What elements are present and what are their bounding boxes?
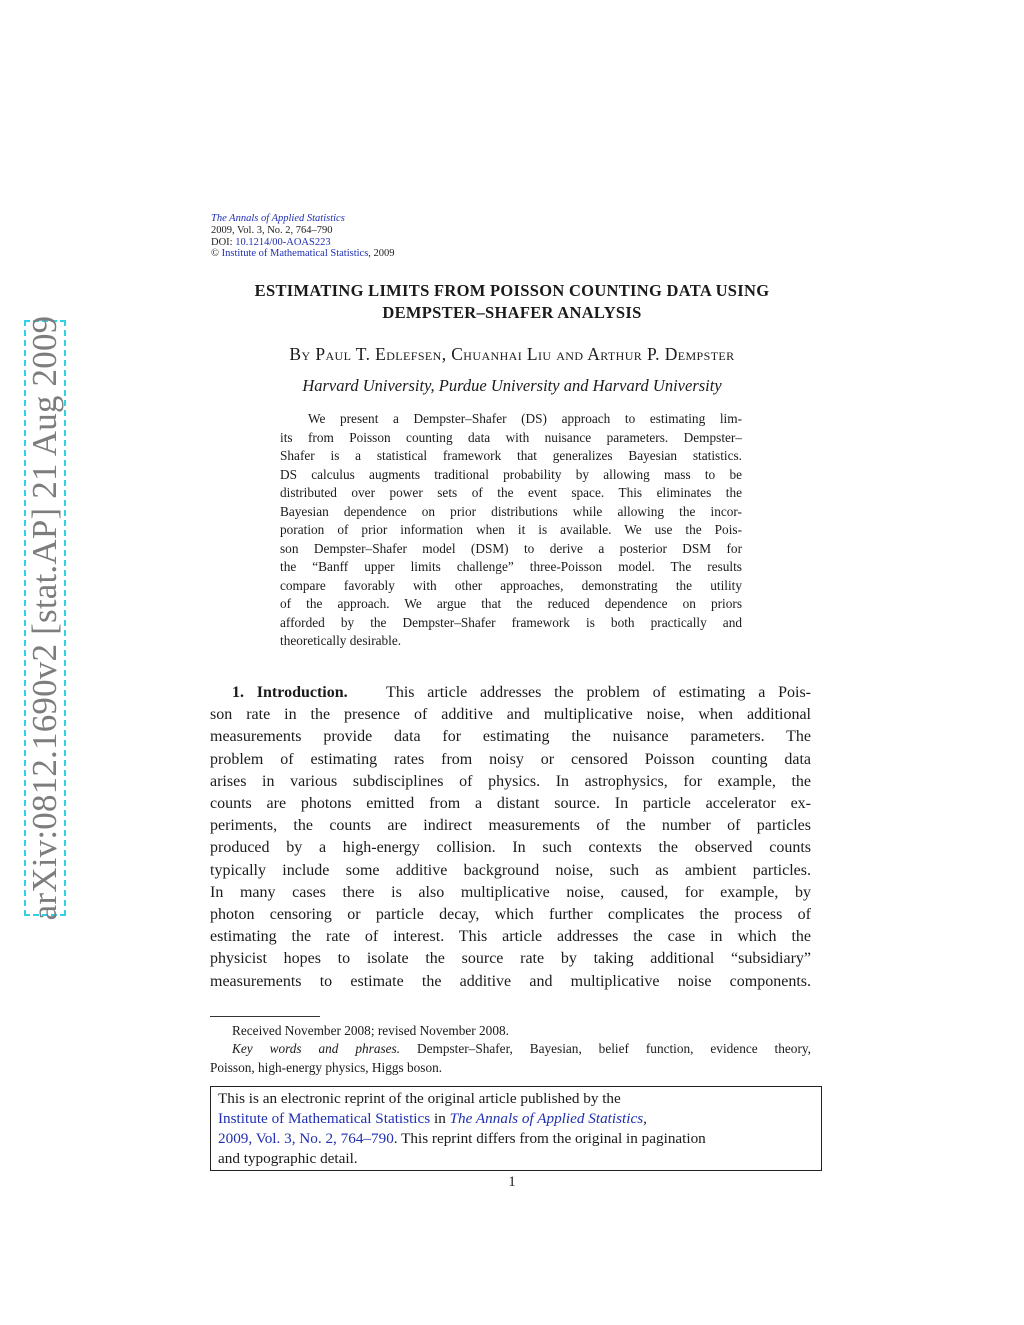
body-line: produced by a high-energy collision. In such contexts the observed counts (210, 839, 811, 857)
intro-first-line (210, 682, 811, 704)
copyright-line (211, 248, 395, 260)
footnotes (210, 1022, 811, 1077)
body-line: typically include some additive background noise, such as ambient particles. (210, 861, 811, 879)
body-line: problem of estimating rates from noisy or censored Poisson counting data (210, 750, 811, 768)
journal-volume: 2009, Vol. 3, No. 2, 764–790 (211, 224, 333, 236)
doi-link[interactable]: 10.1214/00-AOAS223 (235, 236, 331, 248)
title-line-2: DEMPSTER–SHAFER ANALYSIS (382, 303, 642, 322)
body-line: measurements to estimate the additive and multiplicative noise components. (210, 972, 811, 990)
body-line: In many cases there is also multiplicative noise, caused, for example, by (210, 883, 811, 901)
body-line: photon censoring or particle decay, which further complicates the process of (210, 906, 811, 924)
journal-header (211, 213, 395, 260)
body-line: son rate in the presence of additive and multiplicative noise, when additional (210, 706, 811, 724)
arxiv-stamp[interactable] (24, 315, 66, 921)
body-line: counts are photons emitted from a distant source. In particle accelerator ex- (210, 795, 811, 813)
authors: By Paul T. Edlefsen, Chuanhai Liu and Arthur P. Dempster (289, 344, 735, 364)
received-date: Received November 2008; revised November 2008. (232, 1023, 509, 1038)
abstract (280, 410, 742, 651)
introduction-section (210, 682, 811, 993)
journal-name-link[interactable]: The Annals of Applied Statistics (211, 213, 345, 224)
reprint-line (218, 1129, 814, 1149)
keywords-line (210, 1040, 811, 1058)
reprint-notice (210, 1086, 822, 1171)
page-number: 1 (508, 1174, 516, 1190)
body-line: physicist hopes to isolate the source rate by taking additional “subsidiary” (210, 950, 811, 968)
body-line: measurements provide data for estimating the nuisance parameters. The (210, 728, 811, 746)
abstract-line: DS calculus augments traditional probability by allowing mass to be (280, 466, 742, 482)
abstract-line: We present a Dempster–Shafer (DS) approach to estimating lim- (308, 411, 742, 426)
abstract-line: of the approach. We argue that the reduced dependence on priors (280, 596, 742, 611)
doi-line (211, 237, 395, 249)
abstract-line: poration of prior information when it is available. We use the Pois- (280, 522, 742, 537)
reprint-text: in (430, 1110, 450, 1127)
reprint-line (218, 1109, 814, 1129)
footnote-rule (210, 1016, 320, 1017)
body-line: estimating the rate of interest. This article addresses the case in which the (210, 928, 811, 946)
abstract-line: afforded by the Dempster–Shafer framework is both practically and (280, 614, 742, 630)
paper-title (205, 280, 819, 324)
reprint-line: and typographic detail. (218, 1150, 358, 1167)
affiliations: Harvard University, Purdue University and Harvard University (302, 376, 722, 395)
abstract-line: the “Banff upper limits challenge” three-Poisson model. The results (280, 559, 742, 574)
reprint-text: , (643, 1110, 647, 1127)
keywords: Dempster–Shafer, Bayesian, belief function, evidence theory, (400, 1041, 811, 1057)
keywords-continued: Poisson, high-energy physics, Higgs boson. (210, 1059, 443, 1075)
journal-link[interactable]: The Annals of Applied Statistics (449, 1110, 644, 1127)
body-line: arises in various subdisciplines of physics. In astrophysics, for example, the (210, 772, 811, 790)
body-line: periments, the counts are indirect measurements of the number of particles (210, 817, 811, 835)
doi-label: DOI: (211, 236, 236, 248)
publisher-link[interactable]: Institute of Mathematical Statistics (221, 248, 369, 260)
abstract-line: compare favorably with other approaches, demonstrating the utility (280, 577, 742, 593)
citation-link[interactable]: 2009, Vol. 3, No. 2, 764–790 (218, 1130, 394, 1147)
ims-link[interactable]: Institute of Mathematical Statistics (218, 1110, 431, 1127)
abstract-line: its from Poisson counting data with nuisance parameters. Dempster– (280, 429, 742, 445)
keywords-label: Key words and phrases. (232, 1041, 401, 1057)
abstract-line: son Dempster–Shafer model (DSM) to derive a posterior DSM for (280, 540, 742, 556)
abstract-line: theoretically desirable. (280, 633, 402, 648)
arxiv-identifier: arXiv:0812.1690v2 [stat.AP] 21 Aug 2009 (25, 315, 64, 921)
reprint-line: This is an electronic reprint of the original article published by the (218, 1090, 621, 1107)
abstract-line: Bayesian dependence on prior distributions while allowing the incor- (280, 503, 742, 519)
section-heading: 1. Introduction. (232, 684, 348, 701)
copyright-year: , 2009 (368, 248, 395, 260)
abstract-line: distributed over power sets of the event space. This eliminates the (280, 485, 742, 500)
copyright-symbol: © (211, 248, 219, 260)
title-line-1: ESTIMATING LIMITS FROM POISSON COUNTING DATA USING (254, 281, 770, 300)
abstract-line: Shafer is a statistical framework that generalizes Bayesian statistics. (280, 448, 742, 463)
body-line: This article addresses the problem of estimating a Pois- (386, 684, 812, 701)
reprint-text: . This reprint differs from the original in pagination (393, 1130, 706, 1147)
